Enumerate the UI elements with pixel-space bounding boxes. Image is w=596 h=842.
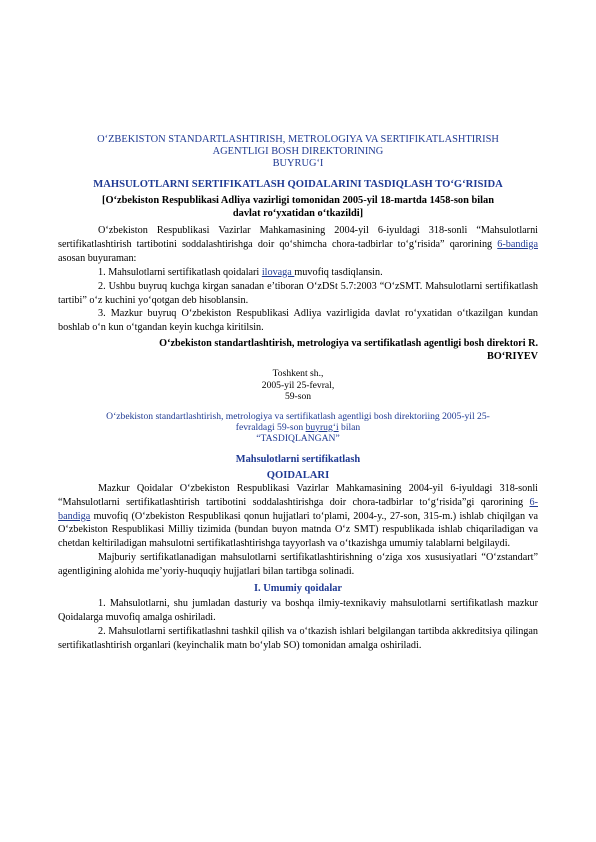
signature-line-2: BO‘RIYEV — [487, 351, 538, 363]
rules-intro: Mazkur Qoidalar O‘zbekiston Respublikasi Vazirlar Mahkamasining 2004-yil 6-iyuldagi 318-sonli “Mahsulotlarni sertifikatlashtirish tartibotini soddalashtirishga doir chora-tadbirlar to‘g‘risida”gi qarorining 6-bandiga muvofiq (O‘zbekiston Respublikasi qonun hujjatlari to‘plami, 2004-y., 27-son, 315-m.) ishlab chiqilgan va O‘zbekiston Respublikasi Milliy tizimida (bundan buyon matnda O‘z SMT) respublikada ishlab chiqariladigan va chetdan keltiriladigan mahsulotni sertifikatlashtirishga tayyorlash va o‘tkazishga umumiy talablarni belgilaydi. — [58, 482, 538, 550]
registration-line-2: davlat ro‘yxatidan o‘tkazildi] — [232, 207, 364, 219]
section-1-heading: I. Umumiy qoidalar — [253, 583, 343, 595]
registration-line-1: [O‘zbekiston Respublikasi Adliya vazirligi tomonidan 2005-yil 18-martda 1458-son bilan — [101, 195, 494, 206]
link-ilovaga[interactable]: ilovaga — [261, 266, 295, 278]
link-6-bandiga[interactable]: 6-bandiga — [497, 238, 538, 250]
signature-line-1: O‘zbekiston standartlashtirish, metrologiya va sertifikatlash agentligi bosh direktori R. — [159, 338, 538, 350]
section-1-item-1: 1. Mahsulotlarni, shu jumladan dasturiy va boshqa ilmiy-texnikaviy mahsulotlarni sertifikatlash mazkur Qoidalarga muvofiq amalga oshiriladi. — [58, 598, 538, 623]
rules-title: Mahsulotlarni sertifikatlash — [235, 453, 361, 465]
place-date-number — [58, 368, 538, 403]
order-preamble: O‘zbekiston Respublikasi Vazirlar Mahkamasining 2004-yil 6-iyuldagi 318-sonli “Mahsulotlarni sertifikatlashtirish tartibotini soddalashtirishga doir qo‘shimcha chora-tadbirlar to‘g‘risida” qarorining 6-bandiga asosan buyuraman: — [58, 225, 538, 264]
document-content — [58, 134, 538, 653]
order-title: MAHSULOTLARNI SERTIFIKATLASH QOIDALARINI TASDIQLASH TO‘G‘RISIDA — [93, 179, 503, 190]
link-6-bandiga-rules[interactable]: 6-bandiga — [58, 496, 538, 522]
registration-note — [58, 195, 538, 220]
section-1-item-2: 2. Mahsulotlarni sertifikatlashni tashkil qilish va o‘tkazish ishlari belgilangan tartibda akkreditsiya qilingan sertifikatlashtirish organlari (keyinchalik matn bo‘ylab SO) tomonidan amalga oshiriladi. — [58, 625, 538, 651]
agency-line-2: AGENTLIGI BOSH DIREKTORINING — [212, 146, 384, 157]
rules-paragraph-2: Majburiy sertifikatlanadigan mahsulotlarni sertifikatlashtirishning o‘ziga xos xususiyatlari “O‘zstandart” agentligining alohida me’yoriy-huquqiy hujjatlari bilan tartibga solinadi. — [58, 552, 538, 578]
date: 2005-yil 25-fevral, — [261, 379, 335, 391]
doc-type: BUYRUG‘I — [272, 158, 324, 169]
rules-subtitle: QOIDALARI — [266, 469, 330, 481]
order-item-3: 3. Mazkur buyruq O‘zbekiston Respublikasi Adliya vazirligida davlat ro‘yxatidan o‘tkazilgan kundan boshlab o‘n kun o‘tgandan keyin kuchga kiritilsin. — [58, 308, 538, 334]
signature — [58, 337, 538, 363]
agency-line-1: O‘ZBEKISTON STANDARTLASHTIRISH, METROLOGIYA VA SERTIFIKATLASHTIRISH — [97, 134, 499, 145]
annex-line-1: O‘zbekiston standartlashtirish, metrologiya va sertifikatlash agentligi bosh direktoriing 2005-yil 25- — [106, 410, 490, 422]
place: Toshkent sh., — [272, 368, 324, 380]
order-number: 59-son — [284, 391, 312, 403]
agency-header — [58, 134, 538, 170]
link-buyrugi[interactable]: buyrug‘i — [305, 421, 339, 433]
annex-line-2: fevraldagi 59-son buyrug‘i bilan — [235, 421, 361, 433]
approval-annex — [58, 411, 538, 444]
annex-line-3: “TASDIQLANGAN” — [256, 432, 340, 444]
order-item-1: 1. Mahsulotlarni sertifikatlash qoidalari ilovaga muvofiq tasdiqlansin. — [98, 266, 383, 278]
order-item-2: 2. Ushbu buyruq kuchga kirgan sanadan e’tiboran O‘zDSt 5.7:2003 “O‘zSMT. Mahsulotlarni sertifikatlash tartibi” o‘z kuchini yo‘qotgan deb hisoblansin. — [58, 280, 538, 306]
